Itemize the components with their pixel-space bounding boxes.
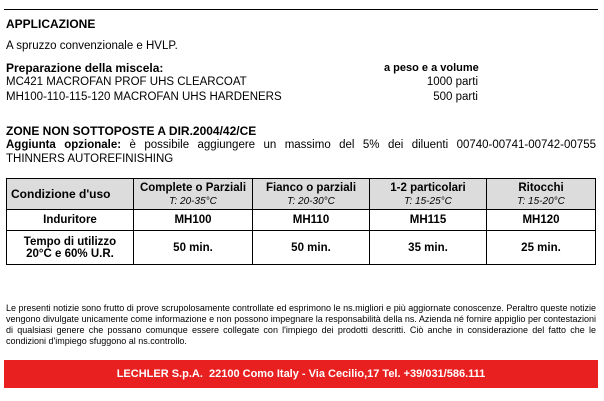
footer-text: LECHLER S.p.A. 22100 Como Italy - Via Cecilio,17 Tel. +39/031/586.111 bbox=[116, 368, 486, 380]
mix-qty-2: 500 parti bbox=[433, 91, 478, 103]
header-condition-label: Condizione d'uso bbox=[7, 179, 134, 210]
header-col-2: Fianco o parziali T: 20-30°C bbox=[253, 179, 370, 210]
zone-optional bbox=[6, 138, 596, 166]
hardener-cell: MH110 bbox=[253, 210, 370, 231]
header-col-1: Complete o Parziali T: 20-35°C bbox=[134, 179, 253, 210]
usage-conditions-table bbox=[6, 178, 596, 265]
hardener-cell: MH115 bbox=[370, 210, 487, 231]
table-row-potlife bbox=[7, 231, 596, 265]
zone-optional-text: è possibile aggiungere un massimo del 5% dei diluenti 00740-00741-00742-00755 THINNERS AUTOREFINISHING bbox=[6, 139, 596, 165]
hardener-cell: MH120 bbox=[487, 210, 596, 231]
application-title: APPLICAZIONE bbox=[6, 17, 96, 31]
mix-product-2: MH100-110-115-120 MACROFAN UHS HARDENERS bbox=[6, 91, 282, 103]
mix-qty-1: 1000 parti bbox=[426, 76, 478, 88]
company-footer bbox=[4, 360, 598, 388]
mix-title: Preparazione della miscela: bbox=[6, 61, 164, 75]
header-col-4: Ritocchi T: 15-20°C bbox=[487, 179, 596, 210]
table-header-row bbox=[7, 179, 596, 210]
zone-optional-label: Aggiunta opzionale: bbox=[6, 139, 122, 151]
mix-product-1: MC421 MACROFAN PROF UHS CLEARCOAT bbox=[6, 76, 247, 88]
mix-weight-header: a peso e a volume bbox=[384, 62, 479, 74]
header-col-3: 1-2 particolari T: 15-25°C bbox=[370, 179, 487, 210]
potlife-cell: 25 min. bbox=[487, 231, 596, 265]
application-text: A spruzzo convenzionale e HVLP. bbox=[6, 40, 178, 52]
top-rule bbox=[4, 9, 598, 10]
hardener-label: Induritore bbox=[7, 210, 134, 231]
potlife-cell: 50 min. bbox=[253, 231, 370, 265]
disclaimer-notice: Le presenti notizie sono frutto di prove scrupolosamente controllate ed esprimono le ns.migliori e più aggiornate conoscenze. Peraltro queste notizie vengono divulgate unicamente come informazione e non possono impegnare la responsabilità della ns. Azienda né fornire appiglio per contestazioni di qualsiasi genere che possano comunque essere collegate con l'impiego dei prodotti descritti. Ciò anche in considerazione del fatto che le condizioni d'impiego sfuggono al ns.controllo. bbox=[6, 303, 596, 346]
potlife-cell: 35 min. bbox=[370, 231, 487, 265]
potlife-cell: 50 min. bbox=[134, 231, 253, 265]
potlife-label: Tempo di utilizzo 20°C e 60% U.R. bbox=[7, 231, 134, 265]
hardener-cell: MH100 bbox=[134, 210, 253, 231]
table-row-hardener bbox=[7, 210, 596, 231]
zone-title: ZONE NON SOTTOPOSTE A DIR.2004/42/CE bbox=[6, 124, 257, 138]
